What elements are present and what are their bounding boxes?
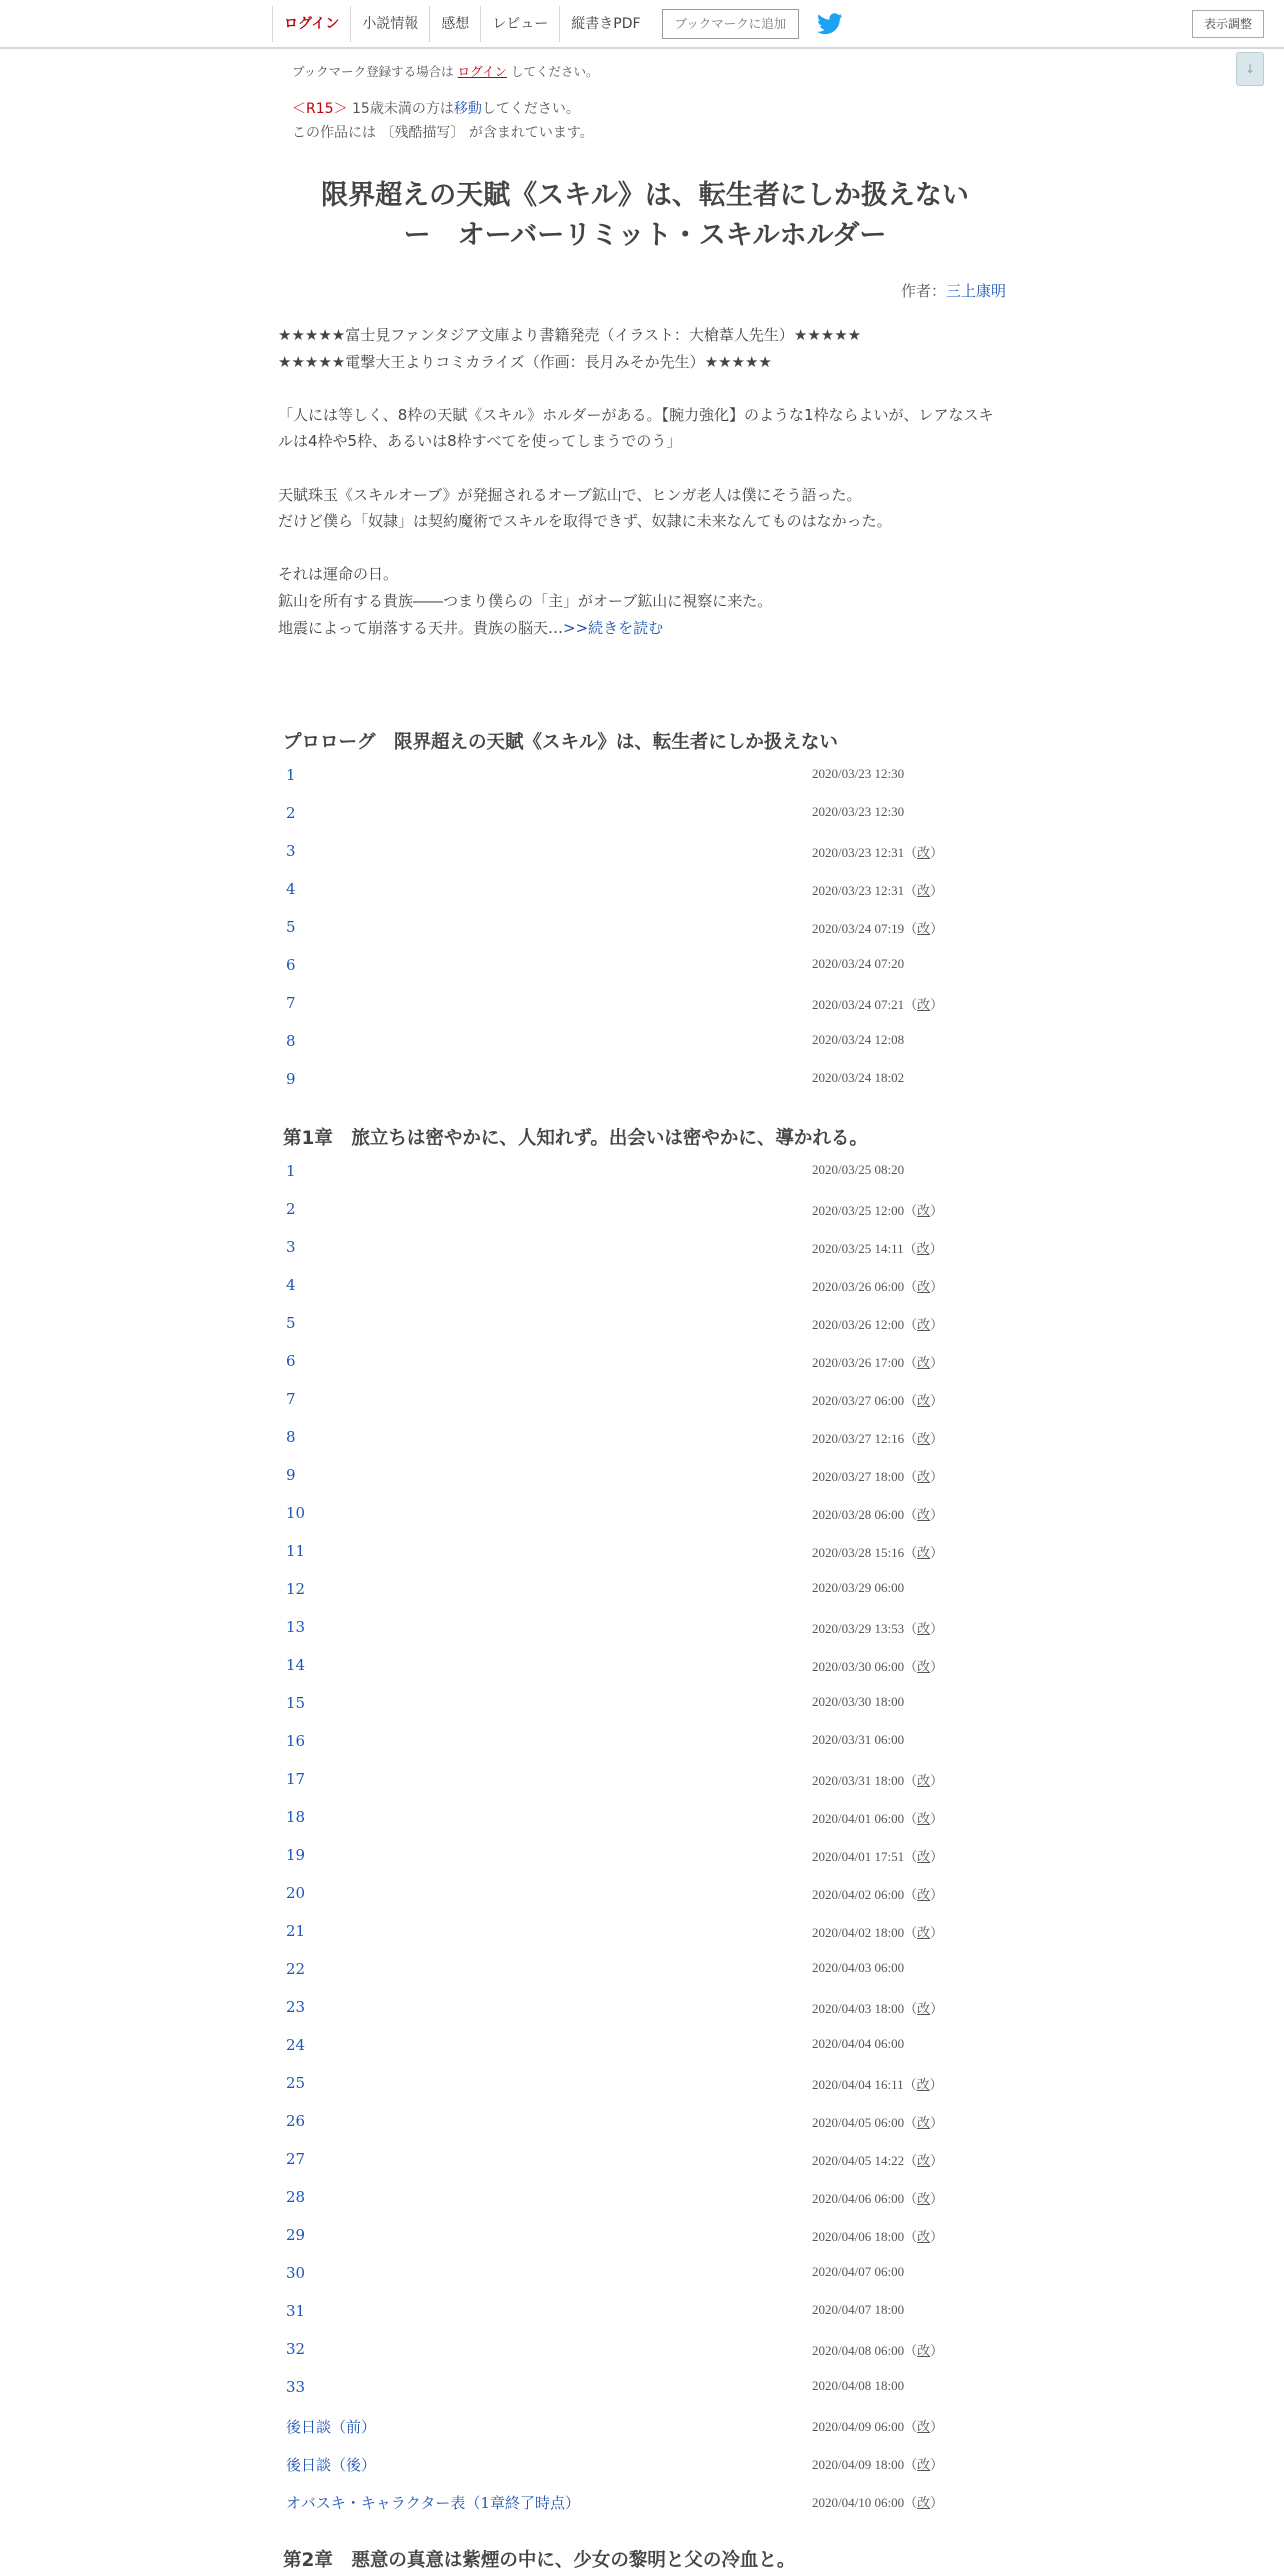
episode-link[interactable]: 2: [286, 804, 296, 822]
episode-row: [286, 1390, 1006, 1414]
episode-date: 2020/03/28 15:16（改）: [812, 1545, 944, 1560]
episode-date: 2020/03/29 13:53（改）: [812, 1621, 944, 1636]
episode-date-text: 2020/03/25 12:00: [812, 1203, 905, 1218]
revision-link[interactable]: 改: [917, 2153, 931, 2168]
episode-row: [286, 1618, 1006, 1642]
episode-row: [286, 1884, 1006, 1908]
bookmark-notice-suffix: してください。: [511, 64, 599, 79]
episode-date-text: 2020/04/04 16:11: [812, 2077, 904, 2092]
episode-date-text: 2020/03/30 18:00: [812, 1694, 905, 1709]
episode-link[interactable]: 32: [286, 2340, 306, 2358]
revision-link[interactable]: 改: [917, 1849, 931, 1864]
episode-date: 2020/04/06 18:00（改）: [812, 2229, 944, 2244]
revision-link[interactable]: 改: [917, 1431, 931, 1446]
episode-date: 2020/03/27 06:00（改）: [812, 1393, 944, 1408]
episode-date: [812, 1580, 904, 1596]
episode-date: 2020/04/04 16:11（改）: [812, 2077, 943, 2092]
r15-suffix: してください。: [481, 101, 580, 117]
episode-date: 2020/03/26 06:00（改）: [812, 1279, 944, 1294]
episode-row: [286, 1656, 1006, 1680]
revision-link[interactable]: 改: [917, 997, 931, 1012]
episode-date: [812, 1070, 904, 1086]
episode-row: [286, 2492, 1006, 2516]
revision-link[interactable]: 改: [917, 2191, 931, 2206]
episode-link[interactable]: 17: [286, 1770, 306, 1788]
episode-date-text: 2020/03/24 07:20: [812, 956, 905, 971]
episode-row: [286, 1808, 1006, 1832]
episode-row: [286, 994, 1006, 1018]
synopsis-line: [278, 508, 892, 534]
synopsis-text: ★★★★★富士見ファンタジア文庫より書籍発売（イラスト：大槍葦人先生）★★★★★: [278, 326, 862, 344]
episode-date-text: 2020/04/01 06:00: [812, 1811, 905, 1826]
episode-link[interactable]: 29: [286, 2226, 306, 2244]
nav-review[interactable]: レビュー: [480, 6, 559, 42]
episode-date-text: 2020/04/07 18:00: [812, 2302, 905, 2317]
chapter-title: プロローグ 限界超えの天賦《スキル》は、転生者にしか扱えない: [283, 732, 838, 753]
revision-link[interactable]: 改: [917, 1203, 931, 1218]
episode-link[interactable]: 12: [286, 1580, 306, 1598]
episode-link[interactable]: 4: [286, 880, 296, 898]
synopsis-text: 地震によって崩落する天井。貴族の脳天…: [278, 618, 564, 637]
synopsis-line: [278, 349, 772, 375]
episode-date-text: 2020/03/28 15:16: [812, 1545, 905, 1560]
revision-link[interactable]: 改: [917, 1545, 931, 1560]
revision-link[interactable]: 改: [917, 2419, 931, 2434]
episode-link[interactable]: 30: [286, 2264, 306, 2282]
episode-link[interactable]: 5: [286, 918, 296, 936]
episode-date-text: 2020/04/02 18:00: [812, 1925, 905, 1940]
episode-date: 2020/03/26 17:00（改）: [812, 1355, 944, 1370]
novel-title-line2: ー オーバーリミット・スキルホルダー: [403, 220, 887, 251]
episode-row: [286, 1352, 1006, 1376]
synopsis-line: [278, 402, 994, 428]
revision-link[interactable]: 改: [917, 921, 931, 936]
episode-row: [286, 880, 1006, 904]
episode-link[interactable]: 10: [286, 1504, 306, 1522]
episode-date-text: 2020/03/31 18:00: [812, 1773, 905, 1788]
episode-row: [286, 2302, 1006, 2326]
bookmark-notice-text: ブックマーク登録する場合は: [292, 64, 454, 79]
revision-link[interactable]: 改: [916, 2077, 930, 2092]
episode-link[interactable]: 6: [286, 1352, 296, 1370]
episode-row: [286, 1580, 1006, 1604]
revision-link[interactable]: 改: [917, 1317, 931, 1332]
revision-link[interactable]: 改: [917, 2343, 931, 2358]
episode-date-text: 2020/04/04 06:00: [812, 2036, 905, 2051]
episode-row: [286, 2074, 1006, 2098]
episode-date: [812, 1162, 904, 1178]
episode-date-text: 2020/03/30 06:00: [812, 1659, 905, 1674]
episode-row: [286, 1732, 1006, 1756]
episode-date-text: 2020/03/24 07:19: [812, 921, 905, 936]
episode-date: 2020/03/25 12:00（改）: [812, 1203, 944, 1218]
episode-date: 2020/04/01 17:51（改）: [812, 1849, 944, 1864]
episode-row: [286, 2226, 1006, 2250]
episode-date-text: 2020/04/09 18:00: [812, 2457, 905, 2472]
episode-date: [812, 1960, 904, 1976]
episode-row: [286, 1428, 1006, 1452]
episode-row: [286, 842, 1006, 866]
episode-date: 2020/03/27 12:16（改）: [812, 1431, 944, 1446]
episode-date-text: 2020/03/26 12:00: [812, 1317, 905, 1332]
revision-link[interactable]: 改: [917, 1621, 931, 1636]
author-label: 作者：: [900, 282, 946, 300]
episode-date-text: 2020/03/24 18:02: [812, 1070, 905, 1085]
episode-link[interactable]: 21: [286, 1922, 306, 1940]
revision-link[interactable]: 改: [917, 1507, 931, 1522]
episode-date: 2020/03/25 14:11（改）: [812, 1241, 943, 1256]
episode-date-text: 2020/04/10 06:00: [812, 2495, 905, 2510]
episode-link[interactable]: 26: [286, 2112, 306, 2130]
nav-novel-info[interactable]: 小説情報: [350, 6, 429, 42]
episode-row: [286, 1770, 1006, 1794]
episode-date: 2020/03/23 12:31（改）: [812, 845, 944, 860]
episode-date-text: 2020/03/29 06:00: [812, 1580, 905, 1595]
r15-tag: ＜R15＞: [292, 101, 348, 117]
episode-row: [286, 1542, 1006, 1566]
nav-impressions[interactable]: 感想: [429, 6, 480, 42]
episode-date: [812, 1732, 904, 1748]
synopsis-text: 鉱山を所有する貴族――つまり僕らの「主」がオーブ鉱山に視察に来た。: [278, 592, 773, 610]
r15-text: 15歳未満の方は: [352, 101, 454, 117]
episode-date-text: 2020/03/28 06:00: [812, 1507, 905, 1522]
revision-link[interactable]: 改: [917, 2229, 931, 2244]
scroll-down-arrow-icon[interactable]: ↓: [1236, 52, 1264, 86]
episode-row: [286, 1504, 1006, 1528]
episode-row: [286, 2378, 1006, 2402]
episode-date-text: 2020/04/01 17:51: [812, 1849, 905, 1864]
episode-link[interactable]: 7: [286, 994, 296, 1012]
episode-row: [286, 1314, 1006, 1338]
episode-date: [812, 1694, 904, 1710]
chapter-title: 第2章 悪意の真意は紫煙の中に、少女の黎明と父の冷血と。: [283, 2550, 796, 2571]
synopsis-line: [278, 561, 398, 587]
episode-date: 2020/03/24 07:21（改）: [812, 997, 944, 1012]
episode-date-text: 2020/03/24 07:21: [812, 997, 905, 1012]
episode-date: 2020/03/26 12:00（改）: [812, 1317, 944, 1332]
revision-link[interactable]: 改: [917, 1393, 931, 1408]
episode-row: [286, 918, 1006, 942]
episode-link[interactable]: 13: [286, 1618, 306, 1636]
episode-row: [286, 2188, 1006, 2212]
revision-link[interactable]: 改: [917, 2001, 931, 2016]
synopsis-text: 「人には等しく、8枠の天賦《スキル》ホルダーがある。【腕力強化】のような1枠ならよいが、レアなスキ: [278, 405, 994, 424]
synopsis-line: [278, 615, 663, 641]
bookmark-login-notice: [292, 62, 599, 80]
episode-link[interactable]: 後日談（前）: [286, 2418, 377, 2436]
synopsis-text: だけど僕ら「奴隷」は契約魔術でスキルを取得できず、奴隷に未来なんてものはなかった。: [278, 512, 892, 531]
episode-row: [286, 1200, 1006, 1224]
episode-date-text: 2020/04/08 18:00: [812, 2378, 905, 2393]
episode-date-text: 2020/04/03 06:00: [812, 1960, 905, 1975]
revision-link[interactable]: 改: [917, 883, 931, 898]
episode-row: [286, 1162, 1006, 1186]
episode-date-text: 2020/03/25 08:20: [812, 1162, 905, 1177]
episode-date-text: 2020/03/27 06:00: [812, 1393, 905, 1408]
display-settings-button[interactable]: 表示調整: [1192, 10, 1264, 38]
episode-row: [286, 1922, 1006, 1946]
episode-link[interactable]: 1: [286, 1162, 296, 1180]
episode-row: [286, 804, 1006, 828]
episode-date-text: 2020/03/23 12:31: [812, 845, 905, 860]
episode-date-text: 2020/03/27 12:16: [812, 1431, 905, 1446]
episode-date-text: 2020/03/23 12:31: [812, 883, 905, 898]
episode-date-text: 2020/04/02 06:00: [812, 1887, 905, 1902]
episode-date: [812, 2378, 904, 2394]
episode-link[interactable]: 1: [286, 766, 296, 784]
episode-row: [286, 956, 1006, 980]
episode-link[interactable]: 3: [286, 1238, 296, 1256]
revision-link[interactable]: 改: [917, 1469, 931, 1484]
episode-row: [286, 1998, 1006, 2022]
episode-row: [286, 1694, 1006, 1718]
episode-link[interactable]: 16: [286, 1732, 306, 1750]
episode-date-text: 2020/03/29 13:53: [812, 1621, 905, 1636]
revision-link[interactable]: 改: [917, 1355, 931, 1370]
novel-title-line1: 限界超えの天賦《スキル》は、転生者にしか扱えない: [321, 180, 969, 211]
top-navigation-bar: [0, 0, 1284, 49]
revision-link[interactable]: 改: [917, 1887, 931, 1902]
episode-link[interactable]: 7: [286, 1390, 296, 1408]
episode-row: [286, 2454, 1006, 2478]
episode-link[interactable]: 23: [286, 1998, 306, 2016]
episode-row: [286, 1846, 1006, 1870]
episode-row: [286, 2340, 1006, 2364]
episode-date: 2020/03/27 18:00（改）: [812, 1469, 944, 1484]
episode-link[interactable]: 9: [286, 1466, 296, 1484]
episode-date-text: 2020/03/25 14:11: [812, 1241, 904, 1256]
episode-date: 2020/04/03 18:00（改）: [812, 2001, 944, 2016]
episode-date: 2020/04/08 06:00（改）: [812, 2343, 944, 2358]
episode-date: [812, 1032, 904, 1048]
episode-row: [286, 2264, 1006, 2288]
episode-date-text: 2020/03/23 12:30: [812, 766, 905, 781]
synopsis-text: 天賦珠玉《スキルオーブ》が発掘されるオーブ鉱山で、ヒンガ老人は僕にそう語った。: [278, 485, 862, 504]
bookmark-login-link[interactable]: ログイン: [457, 64, 508, 79]
episode-link[interactable]: 19: [286, 1846, 306, 1864]
episode-date: [812, 2036, 904, 2052]
episode-row: [286, 1070, 1006, 1094]
episode-link[interactable]: 27: [286, 2150, 306, 2168]
episode-date: [812, 2264, 904, 2280]
episode-date-text: 2020/04/05 06:00: [812, 2115, 905, 2130]
episode-date-text: 2020/03/27 18:00: [812, 1469, 905, 1484]
synopsis-line: [278, 482, 862, 508]
episode-date: 2020/03/28 06:00（改）: [812, 1507, 944, 1522]
twitter-bird-icon[interactable]: [817, 13, 843, 35]
episode-date: [812, 766, 904, 782]
episode-date-text: 2020/03/24 12:08: [812, 1032, 905, 1047]
episode-date: 2020/04/02 06:00（改）: [812, 1887, 944, 1902]
episode-link[interactable]: 11: [286, 1542, 306, 1560]
episode-row: [286, 2416, 1006, 2440]
episode-date-text: 2020/04/05 14:22: [812, 2153, 905, 2168]
content-warning: この作品には 〔残酷描写〕 が含まれています。: [292, 125, 594, 141]
episode-date-text: 2020/04/07 06:00: [812, 2264, 905, 2279]
episode-row: [286, 1960, 1006, 1984]
synopsis-text: ★★★★★電撃大王よりコミカライズ（作画：長月みそか先生）★★★★★: [278, 352, 772, 371]
synopsis-line: [278, 588, 772, 614]
revision-link[interactable]: 改: [917, 2115, 931, 2130]
revision-link[interactable]: 改: [917, 2495, 931, 2510]
episode-date-text: 2020/04/06 18:00: [812, 2229, 905, 2244]
revision-link[interactable]: 改: [916, 1241, 930, 1256]
episode-link[interactable]: 5: [286, 1314, 296, 1332]
r15-move-link[interactable]: 移動: [453, 101, 482, 117]
episode-date: 2020/04/05 06:00（改）: [812, 2115, 944, 2130]
episode-link[interactable]: オバスキ・キャラクター表（1章終了時点）: [286, 2494, 580, 2512]
episode-date: 2020/03/30 06:00（改）: [812, 1659, 944, 1674]
synopsis-line: [278, 322, 861, 348]
nav-vertical-pdf[interactable]: 縦書きPDF: [559, 6, 651, 42]
episode-row: [286, 1032, 1006, 1056]
revision-link[interactable]: 改: [917, 1811, 931, 1826]
add-bookmark-button[interactable]: ブックマークに追加: [662, 9, 800, 39]
episode-row: [286, 1276, 1006, 1300]
synopsis-text: それは運命の日。: [278, 565, 399, 584]
episode-row: [286, 1466, 1006, 1490]
episode-date: 2020/03/31 18:00（改）: [812, 1773, 944, 1788]
episode-link[interactable]: 15: [286, 1694, 306, 1712]
episode-date: 2020/04/02 18:00（改）: [812, 1925, 944, 1940]
episode-date-text: 2020/03/23 12:30: [812, 804, 905, 819]
episode-link[interactable]: 20: [286, 1884, 306, 1902]
revision-link[interactable]: 改: [917, 1925, 931, 1940]
synopsis-text: ルは4枠や5枠、あるいは8枠すべてを使ってしまうでのう」: [278, 432, 682, 451]
episode-date-text: 2020/04/06 06:00: [812, 2191, 905, 2206]
episode-date-text: 2020/03/26 17:00: [812, 1355, 905, 1370]
synopsis-line: [278, 428, 681, 454]
episode-link[interactable]: 6: [286, 956, 296, 974]
episode-date: [812, 956, 904, 972]
episode-date: [812, 2302, 904, 2318]
episode-link[interactable]: 2: [286, 1200, 296, 1218]
revision-link[interactable]: 改: [917, 1659, 931, 1674]
read-more-link[interactable]: >>続きを読む: [563, 618, 664, 637]
episode-date: 2020/04/10 06:00（改）: [812, 2495, 944, 2510]
episode-date-text: 2020/04/03 18:00: [812, 2001, 905, 2016]
revision-link[interactable]: 改: [917, 845, 931, 860]
episode-date: [812, 804, 904, 820]
revision-link[interactable]: 改: [917, 1279, 931, 1294]
episode-row: [286, 766, 1006, 790]
episode-date-text: 2020/04/08 06:00: [812, 2343, 905, 2358]
episode-link[interactable]: 14: [286, 1656, 306, 1674]
episode-link[interactable]: 4: [286, 1276, 296, 1294]
episode-link[interactable]: 33: [286, 2378, 306, 2396]
episode-date: 2020/04/05 14:22（改）: [812, 2153, 944, 2168]
episode-date-text: 2020/03/26 06:00: [812, 1279, 905, 1294]
episode-row: [286, 2036, 1006, 2060]
episode-link[interactable]: 3: [286, 842, 296, 860]
episode-row: [286, 1238, 1006, 1262]
episode-link[interactable]: 24: [286, 2036, 306, 2054]
author-link[interactable]: 三上康明: [945, 282, 1006, 300]
episode-link[interactable]: 18: [286, 1808, 306, 1826]
episode-row: [286, 2150, 1006, 2174]
episode-link[interactable]: 後日談（後）: [286, 2456, 377, 2474]
r15-notice: [292, 98, 580, 118]
episode-link[interactable]: 9: [286, 1070, 296, 1088]
episode-date-text: 2020/03/31 06:00: [812, 1732, 905, 1747]
author-line: [901, 280, 1006, 301]
episode-date: 2020/04/06 06:00（改）: [812, 2191, 944, 2206]
novel-title: [278, 176, 1012, 256]
episode-row: [286, 2112, 1006, 2136]
episode-link[interactable]: 28: [286, 2188, 306, 2206]
revision-link[interactable]: 改: [917, 2457, 931, 2472]
episode-date: 2020/04/09 06:00（改）: [812, 2419, 944, 2434]
episode-link[interactable]: 8: [286, 1428, 296, 1446]
episode-date: 2020/04/09 18:00（改）: [812, 2457, 944, 2472]
episode-date-text: 2020/04/09 06:00: [812, 2419, 905, 2434]
episode-link[interactable]: 25: [286, 2074, 306, 2092]
episode-link[interactable]: 22: [286, 1960, 306, 1978]
revision-link[interactable]: 改: [917, 1773, 931, 1788]
nav-menu: [272, 6, 843, 42]
episode-date: 2020/03/23 12:31（改）: [812, 883, 944, 898]
episode-date: 2020/04/01 06:00（改）: [812, 1811, 944, 1826]
nav-login[interactable]: ログイン: [272, 6, 350, 42]
episode-link[interactable]: 31: [286, 2302, 306, 2320]
episode-date: 2020/03/24 07:19（改）: [812, 921, 944, 936]
chapter-title: 第1章 旅立ちは密やかに、人知れず。出会いは密やかに、導かれる。: [283, 1128, 868, 1149]
episode-link[interactable]: 8: [286, 1032, 296, 1050]
